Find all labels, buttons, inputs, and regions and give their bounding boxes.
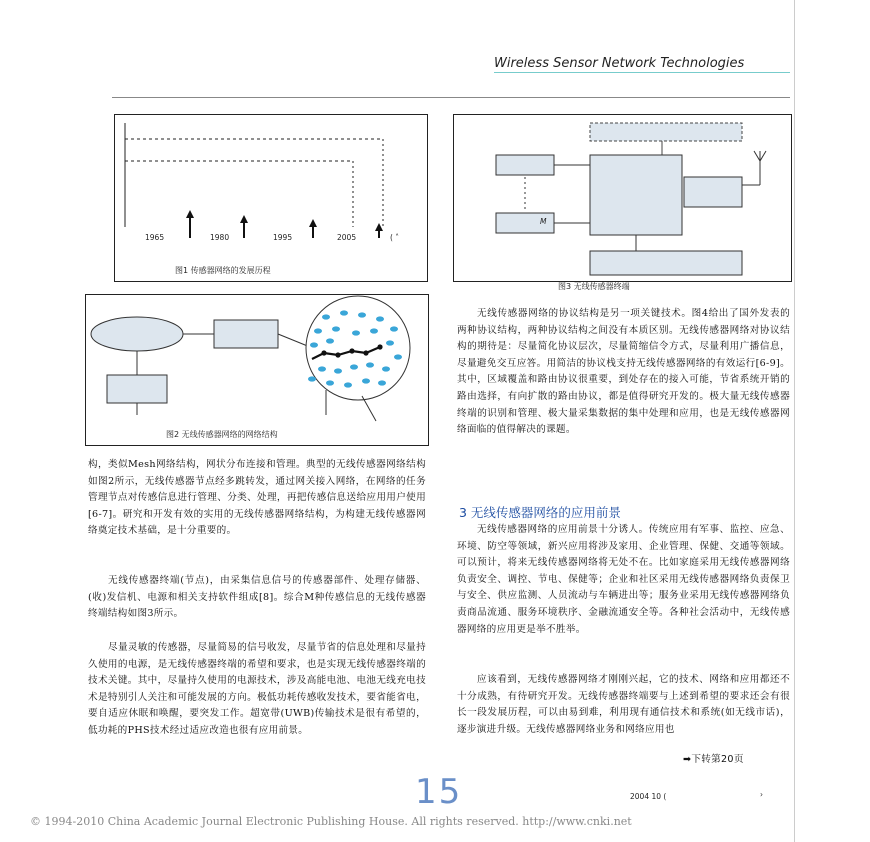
issue-date: 2004 10 ( <box>630 792 667 801</box>
sensor-node-dot <box>362 378 370 383</box>
year-label-future: ( ˄ <box>390 233 400 242</box>
figure-2 <box>85 294 429 446</box>
continued-note: ➡下转第20页 <box>683 754 744 765</box>
node-label-m: M <box>540 217 547 226</box>
sensor-node-dot <box>310 342 318 347</box>
sensor-node-dot <box>344 382 352 387</box>
left-paragraph-1: 构，类似Mesh网络结构，网状分布连接和管理。典型的无线传感器网络结构如图2所示，无线传感器节点经多跳转发，通过网关接入网络，在网络的任务管理节点对传感信息进行管理、分类、处理，再把传感信息送给应用用户使用[6-7]。研究和开发有效的实用的无线传感器网络结构，为构建无线传感器网络奠定技术基础，是十分重要的。 <box>88 459 426 537</box>
sensor-node-dot <box>366 362 374 367</box>
sensor-node-dot <box>370 328 378 333</box>
issue-date-close: › <box>760 790 763 799</box>
sensor-node-dot <box>386 340 394 345</box>
left-paragraph-2: 无线传感器终端(节点)，由采集信息信号的传感器部件、处理存储器、(收)发信机、电源和相关支持软件组成[8]。综合M种传感信息的无线传感器终端结构如图3所示。 <box>88 575 426 620</box>
sensor-node-dot <box>318 366 326 371</box>
figure-1 <box>114 114 428 282</box>
sensor-node-dot <box>394 354 402 359</box>
timeline-diagram <box>115 115 427 281</box>
sensor-node-dot <box>326 380 334 385</box>
sensor-node-dot <box>322 314 330 319</box>
figure-3-caption: 图3 无线传感器终端 <box>558 282 630 291</box>
page-number: 15 <box>415 772 463 812</box>
sensor-node-dot <box>390 326 398 331</box>
figure-3 <box>453 114 792 291</box>
right-paragraph-1: 无线传感器网络的协议结构是另一项关键技术。图4给出了国外发表的两种协议结构，两种协议结构之间没有本质区别。无线传感器网络对协议结构的期待是：尽量简化协议层次，尽量简缩信令方式，尽量利用广播信息，尽量避免交互应答。用简洁的协议栈支持无线传感器网络的有效运行[6-9]。其中，区域覆盖和路由协议很重要，到处存在的接入可能，节省系统开销的路由选择，有向扩散的路由协议，都是值得研究开发的。极大量无线传感器终端的识别和管理、极大量采集数据的集中处理和应用，也是无线传感器网络面临的值得解决的课题。 <box>457 308 790 436</box>
sensor-node-dot <box>340 310 348 315</box>
copyright-notice: © 1994-2010 China Academic Journal Electronic Publishing House. All rights reserved. http://www.cnki.net <box>30 815 632 828</box>
year-label-2005: 2005 <box>337 233 357 242</box>
sensor-node-dot <box>350 364 358 369</box>
sensor-node-dot <box>308 376 316 381</box>
header-rule <box>112 97 790 98</box>
journal-title: Wireless Sensor Network Technologies <box>494 56 745 71</box>
right-paragraph-2: 无线传感器网络的应用前景十分诱人。传统应用有军事、监控、应急、环境、防空等领域，新兴应用将涉及家用、企业管理、保健、交通等领域。可以预计，将来无线传感器网络将无处不在。比如家庭采用无线传感器网络负责安全、调控、节电、保健等；企业和社区采用无线传感器网络负责保卫与安全、供应监测、人员流动与车辆进出等；服务业采用无线传感器网络负责商品流通、服务环境秩序、金融流通安全等。各种社会活动中，无线传感器网络的应用更是举不胜举。 <box>457 524 790 635</box>
year-label-1980: 1980 <box>210 233 230 242</box>
sensor-node-dot <box>326 338 334 343</box>
left-paragraph-3: 尽量灵敏的传感器，尽量简易的信号收发，尽量节省的信息处理和尽量持久使用的电源，是无线传感器终端的希望和要求，也是实现无线传感器终端的技术关键。其中，尽量持久使用的电源技术，涉及高能电池、电池无线充电技术是特别引人关注和可能发展的方向。极低功耗传感收发技术，要省能省电，要自适应休眠和唤醒，要突发工作。超宽带(UWB)传输技术是很有希望的，低功耗的PHS技术经过适应改造也很有应用前景。 <box>88 642 426 736</box>
figure-1-caption: 图1 传感器网络的发展历程 <box>175 266 271 275</box>
year-label-1965: 1965 <box>145 233 165 242</box>
figure-2-caption: 图2 无线传感器网络的网络结构 <box>166 430 278 439</box>
sensor-node-dot <box>382 366 390 371</box>
network-structure-diagram <box>86 295 428 445</box>
sensor-node-dot <box>376 316 384 321</box>
header-accent-rule <box>494 72 790 73</box>
sensor-node-dot <box>334 368 342 373</box>
sensor-node-dot <box>314 328 322 333</box>
sensor-node-dot <box>358 312 366 317</box>
page-edge-rule <box>794 0 795 842</box>
year-label-1995: 1995 <box>273 233 293 242</box>
right-paragraph-3: 应该看到，无线传感器网络才刚刚兴起，它的技术、网络和应用都还不十分成熟，有待研究开发。无线传感器终端要与上述到希望的要求还会有很长一段发展历程，可以由易到难，利用现有通信技术和系统(如无线市话)，逐步演进升级。无线传感器网络业务和网络应用也 <box>457 674 790 735</box>
sensor-terminal-diagram <box>454 115 791 281</box>
sensor-node-dot <box>332 326 340 331</box>
sensor-node-dot <box>378 380 386 385</box>
sensor-node-dot <box>352 330 360 335</box>
section-heading: 3 无线传感器网络的应用前景 <box>459 505 621 520</box>
